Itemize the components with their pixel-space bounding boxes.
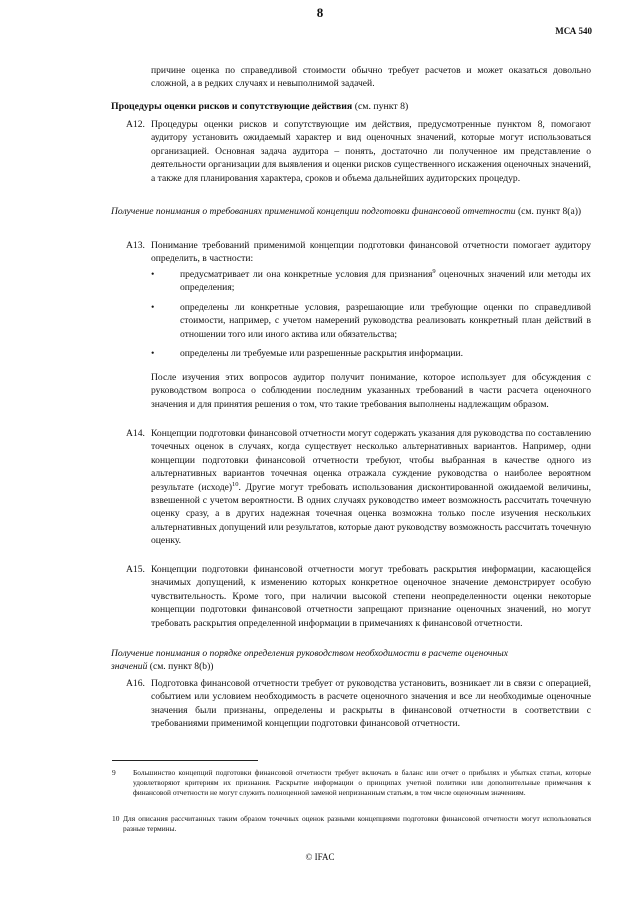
paragraph-a13: Понимание требований применимой концепции подготовки финансовой отчетности помогает аудитору определить, в частности:: [151, 240, 591, 265]
bullet-marker: •: [151, 269, 155, 280]
footnote-rule: [112, 760, 258, 761]
paragraph-label-a15: A15.: [126, 564, 145, 575]
bullet-item-2: определены ли конкретные условия, разрешающие или требующие оценки по справедливой стоимости, например, с учетом намерений руководства реализовать конкретный план действий в отношении того или иного актива или обязательства;: [180, 302, 591, 340]
page-number: 8: [316, 5, 324, 20]
paragraph-label-a16: A16.: [126, 678, 145, 689]
intro-paragraph: причине оценка по справедливой стоимости обычно требует расчетов и может оказаться довольно сложной, а в редких случаях и невыполнимой задачей.: [151, 65, 591, 90]
bullet-marker: •: [151, 348, 155, 359]
footnote-10-marker: 10: [112, 814, 120, 823]
paragraph-a16: Подготовка финансовой отчетности требует от руководства установить, возникает ли в связи с операцией, событием или условием необходимость в расчете оценочного значения и все ли необходимые оценочные значения были признаны, определены и раскрыты в финансовой отчетности в соответствии с требованиями применимой концепции подготовки финансовой отчетности.: [151, 678, 591, 730]
bullet-marker: •: [151, 302, 155, 313]
subsection-2-ref: (см. пункт 8(b)): [149, 661, 214, 673]
bullet-item-1: предусматривает ли она конкретные условия для признания$^9$ оценочных значений или методы их определения;: [180, 267, 591, 294]
paragraph-label-a12: A12.: [126, 119, 145, 130]
subsection-2-title-cont: значений: [111, 661, 148, 673]
paragraph-a15: Концепции подготовки финансовой отчетности могут требовать раскрытия информации, касающейся значимых допущений, к изменению которых конкретное оценочное значение демонстрирует особую чувствительность. Кроме того, при наличии высокой степени неопределенности оценки некоторые концепции подготовки финансовой отчетности запрещают признание оценочных значений, но могут требовать раскрытия определенной информации в примечаниях к финансовой отчетности.: [151, 564, 591, 629]
subsection-heading-1: [111, 205, 591, 218]
paragraph-a13-after: После изучения этих вопросов аудитор получит понимание, которое использует для обсуждения с руководством вопроса о соблюдении последним указанных требований в части расчета оценочного значения и для принятия решения о том, что такие требования выполнены надлежащим образом.: [151, 372, 591, 410]
subsection-1-title: Получение понимания о требованиях применимой концепции подготовки финансовой отчетности: [111, 206, 516, 217]
subsection-heading-2: [111, 647, 591, 674]
paragraph-a14: Концепции подготовки финансовой отчетности могут содержать указания для руководства по составлению точечных оценок в случаях, когда существует несколько альтернативных вариантов. Например, одни концепции подготовки финансовой отчетности требуют, чтобы выбранная в качестве одного из альтернативных вариантов точечная оценка отражала суждение руководства о наиболее вероятном результате (исходе)$^{10}$. Другие могут требовать использования дисконтированной ожидаемой величины, взвешенной с учетом вероятности. В одних случаях руководство имеет возможность рассчитать точечную оценку сразу, а в других надежная точечная оценка возможна только после изучения нескольких альтернативных допущений или результатов, которые дают руководству возможность рассчитать точечную оценку.: [151, 428, 591, 547]
subsection-1-ref: (см. пункт 8(a)): [517, 206, 582, 217]
footnote-10-text: Для описания рассчитанных таким образом точечных оценок разными концепциями подготовки финансовой отчетности могут использоваться разные термины.: [123, 814, 591, 834]
section-heading: [111, 100, 591, 113]
document-code: МСА 540: [555, 26, 592, 36]
section-title: Процедуры оценки рисков и сопутствующие действия: [111, 101, 353, 112]
subsection-2-title: Получение понимания о порядке определения руководством необходимости в расчете оценочных: [111, 648, 508, 659]
paragraph-label-a14: A14.: [126, 428, 145, 439]
section-ref: (см. пункт 8): [354, 101, 409, 112]
page-footer: © IFAC: [305, 852, 335, 862]
paragraph-label-a13: A13.: [126, 240, 145, 251]
footnote-9-text: Большинство концепций подготовки финансовой отчетности требует включать в баланс или отчет о прибылях и убытках статьи, которые удовлетворяют критериям их признания. Раскрытие информации о принципах учетной политики или дополнительные примечания к финансовой отчетности не могут служить полноценной заменой непризнанным статьям, в том числе оценочным значениям.: [133, 768, 591, 798]
bullet-item-3: определены ли требуемые или разрешенные раскрытия информации.: [180, 348, 464, 359]
footnote-9-marker: 9: [112, 768, 116, 777]
paragraph-a12: Процедуры оценки рисков и сопутствующие им действия, предусмотренные пунктом 8, помогают аудитору установить ожидаемый характер и вид оценочных значений, которые могут использоваться организацией. Основная задача аудитора – понять, достаточно ли полученное им представление о деятельности организации для выявления и оценки рисков существенного искажения оценочных значений, а также для планирования характера, сроков и объема дальнейших аудиторских процедур.: [151, 119, 591, 184]
